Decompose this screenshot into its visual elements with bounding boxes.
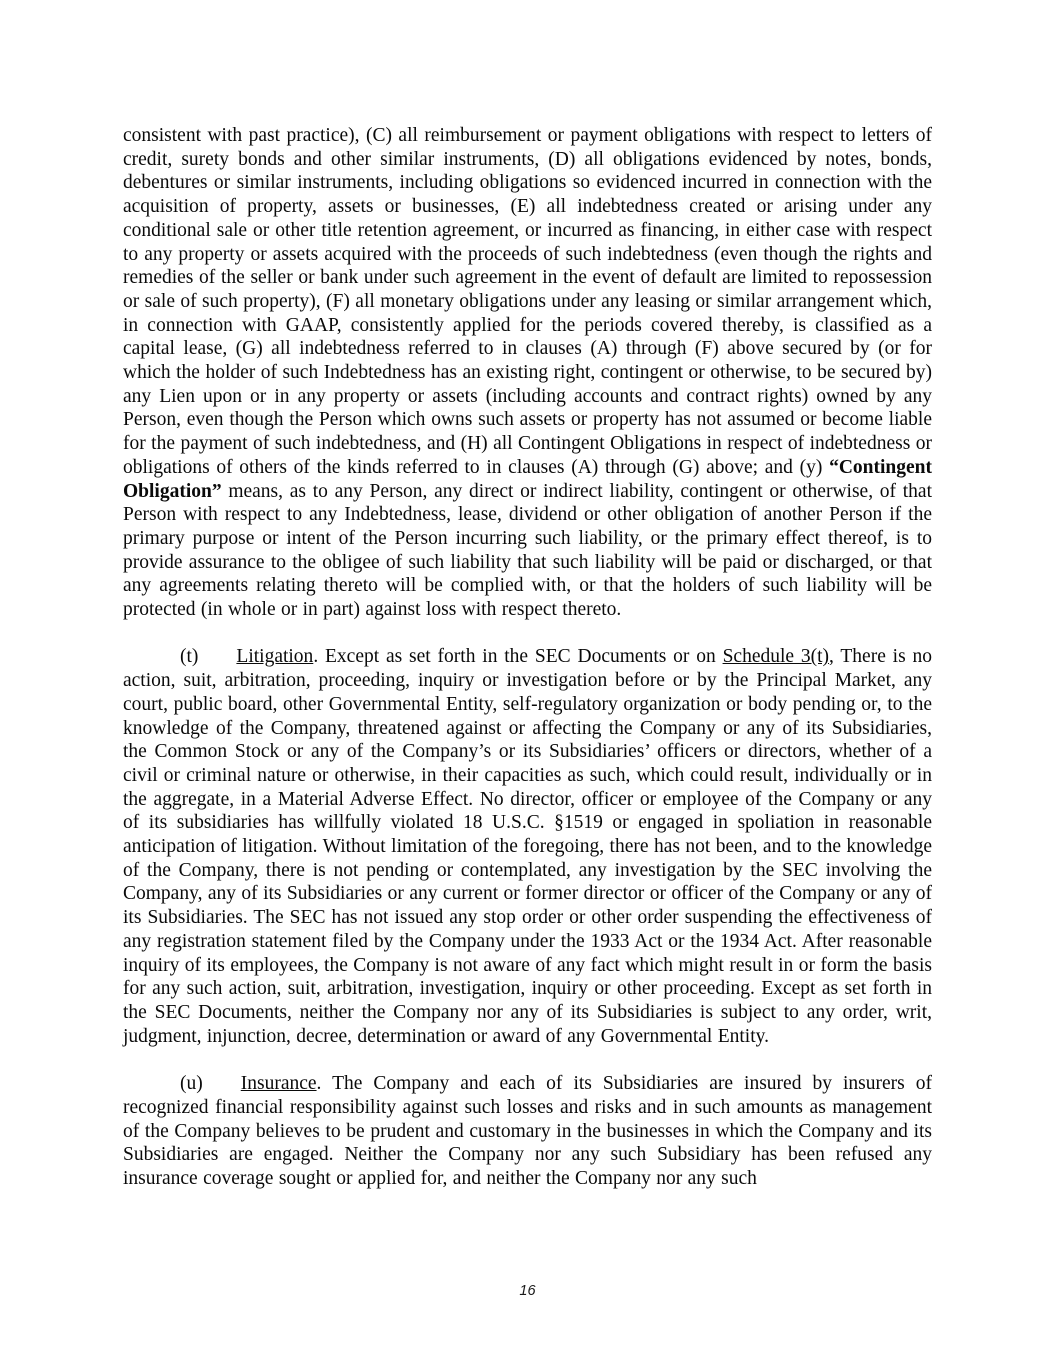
schedule-reference: Schedule 3(t) [722, 646, 830, 668]
document-text-block [123, 124, 932, 1191]
paragraph-insurance [123, 1072, 932, 1191]
paragraph-text: consistent with past practice), (C) all reimbursement or payment obligations with respect to letters of credit, surety bonds and other similar instruments, (D) all obligations evidenced by notes, bonds, debentures or similar instruments, including obligations so evidenced incurred in connection with the acquisition of property, assets or businesses, (E) all indebtedness created or arising under any conditional sale or other title retention agreement, or incurred as financing, in either case with respect to any property or assets acquired with the proceeds of such indebtedness (even though the rights and remedies of the seller or bank under such agreement in the event of default are limited to repossession or sale of such property), (F) all monetary obligations under any leasing or similar arrangement which, in connection with GAAP, consistently applied for the periods covered thereby, is classified as a capital lease, (G) all indebtedness referred to in clauses (A) through (F) above secured by (or for which the holder of such Indebtedness has an existing right, contingent or otherwise, to be secured by) any Lien upon or in any property or assets (including accounts and contract rights) owned by any Person, even though the Person which owns such assets or property has not assumed or become liable for the payment of such indebtedness, and (H) all Contingent Obligations in respect of indebtedness or obligations of others of the kinds referred to in clauses (A) through (G) above; and (y) [123, 125, 932, 478]
paragraph-text: . The Company and each of its Subsidiaries are insured by insurers of recognized financial responsibility against such losses and risks and in such amounts as management of the Company believes to be prudent and customary in the businesses in which the Company and its Subsidiaries are engaged. Neither the Company nor any such Subsidiary has been refused any insurance coverage sought or applied for, and neither the Company nor any such [123, 1073, 932, 1189]
paragraph-text: , There is no action, suit, arbitration, proceeding, inquiry or investigation before or by the Principal Market, any court, public board, other Governmental Entity, self-regulatory organization or body pending or, to the knowledge of the Company, threatened against or affecting the Company or any of its Subsidiaries, the Common Stock or any of the Company’s or its Subsidiaries’ officers or directors, whether of a civil or criminal nature or otherwise, in their capacities as such, which could result, individually or in the aggregate, in a Material Adverse Effect. No director, officer or employee of the Company or any of its subsidiaries has willfully violated 18 U.S.C. §1519 or engaged in spoliation in reasonable anticipation of litigation. Without limitation of the foregoing, there has not been, and to the knowledge of the Company, there is not pending or contemplated, any investigation by the SEC involving the Company, any of its Subsidiaries or any current or former director or officer of the Company or any of its Subsidiaries. The SEC has not issued any stop order or other order suspending the effectiveness of any registration statement filed by the Company under the 1933 Act or the 1934 Act. After reasonable inquiry of its employees, the Company is not aware of any fact which might result in or form the basis for any such action, suit, arbitration, investigation, inquiry or other proceeding. Except as set forth in the SEC Documents, neither the Company nor any of its Subsidiaries is subject to any order, writ, judgment, injunction, decree, determination or award of any Governmental Entity. [123, 646, 933, 1047]
paragraph-text: . Except as set forth in the SEC Documents or on [313, 646, 723, 668]
clause-label: (u) [180, 1073, 203, 1095]
page-number: 16 [519, 1283, 536, 1299]
paragraph-indebtedness-continuation [123, 124, 932, 622]
paragraph-text: means, as to any Person, any direct or indirect liability, contingent or otherwise, of that Person with respect to any Indebtedness, lease, dividend or other obligation of another Person if the primary purpose or intent of the Person incurring such liability, or the primary effect thereof, is to provide assurance to the obligee of such liability that such liability will be paid or discharged, or that any agreements relating thereto will be complied with, or that the holders of such liability will be protected (in whole or in part) against loss with respect thereto. [123, 480, 932, 621]
paragraph-litigation [123, 645, 932, 1048]
defined-term-contingent-obligation: “Contingent Obligation” [123, 456, 932, 502]
clause-label: (t) [180, 646, 199, 668]
clause-heading-litigation: Litigation [236, 646, 314, 668]
clause-heading-insurance: Insurance [240, 1073, 317, 1095]
